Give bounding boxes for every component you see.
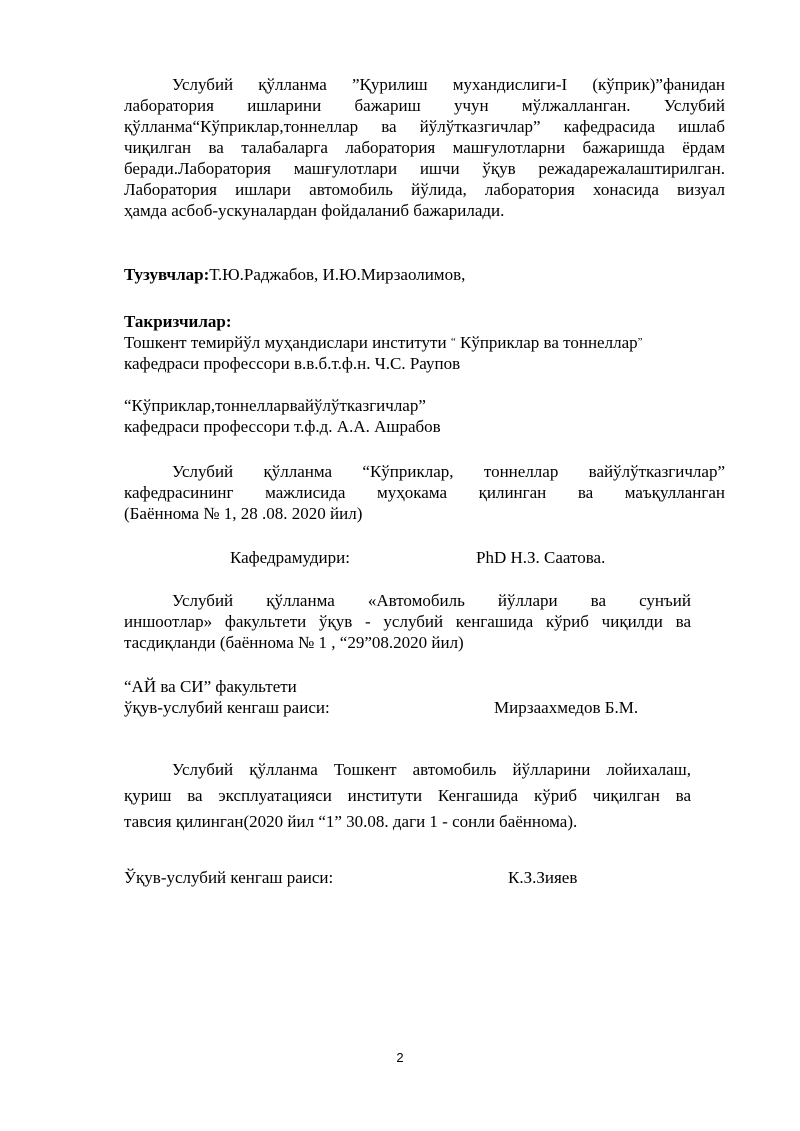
- text-line: кафедрасининг мажлисида муҳокама қилинган ва маъқулланган: [124, 483, 725, 502]
- text-line: қўлланма“Кўприклар,тоннеллар ва йўлўтказгичлар” кафедрасида ишлаб: [124, 117, 725, 136]
- reviewers-block: [124, 311, 725, 374]
- page-number: 2: [396, 1050, 404, 1065]
- authors-line: [124, 264, 725, 285]
- head-of-department-label: Кафедрамудири:: [230, 548, 350, 567]
- text-line: ҳамда асбоб-ускуналардан фойдаланиб бажарилади.: [124, 201, 505, 220]
- faculty-name: “АЙ ва СИ” факультети: [124, 677, 297, 696]
- institute-approval-paragraph: [124, 757, 691, 835]
- faculty-council-chair-name: Мирзаахмедов Б.М.: [494, 698, 639, 717]
- text-line: Услубий қўлланма “Кўприклар, тоннеллар вайўлўтказгичлар”: [172, 462, 725, 481]
- authors-names: Т.Ю.Раджабов, И.Ю.Мирзаолимов,: [209, 265, 466, 284]
- reviewer-2: [124, 395, 725, 437]
- faculty-council-label: ўқув-услубий кенгаш раиси:: [124, 698, 330, 717]
- text-line: тавсия қилинган(2020 йил “1” 30.08. даги 1 - сонли баённома).: [124, 812, 578, 831]
- text-line: лаборатория ишларини бажариш учун мўлжалланган. Услубий: [124, 96, 725, 115]
- text-line: тасдиқланди (баённома № 1 , “29”08.2020 йил): [124, 633, 464, 652]
- text-line: Услубий қўлланма ”Қурилиш мухандислиги-I (кўприк)”фанидан: [172, 75, 725, 94]
- reviewer-1-line-2: кафедраси профессори в.в.б.т.ф.н. Ч.С. Раупов: [124, 354, 461, 373]
- text-line: (Баённома № 1, 28 .08. 2020 йил): [124, 504, 363, 523]
- text-line: Услубий қўлланма «Автомобиль йўллари ва сунъий: [172, 591, 691, 610]
- quote-close: ”: [637, 336, 643, 348]
- reviewer-2-line-1: “Кўприклар,тоннелларвайўлўтказгичлар”: [124, 396, 426, 415]
- institute-council-label: Ўқув-услубий кенгаш раиси:: [124, 868, 334, 887]
- reviewer-1-institute: Тошкент темирйўл муҳандислари институти: [124, 333, 451, 352]
- authors-label: Тузувчлар:: [124, 265, 210, 284]
- intro-paragraph: [124, 74, 725, 221]
- reviewer-1-department: Кўприклар ва тоннеллар: [455, 333, 638, 352]
- text-line: Лаборатория ишлари автомобиль йўлида, лаборатория хонасида визуал: [124, 180, 725, 199]
- department-approval-paragraph: [124, 461, 725, 524]
- reviewer-2-line-2: кафедраси профессори т.ф.д. А.А. Ашрабов: [124, 417, 441, 436]
- reviewers-label: Такризчилар:: [124, 312, 232, 331]
- text-line: иншоотлар» факультети ўқув - услубий кенгашида кўриб чиқилди ва: [124, 612, 691, 631]
- quote-open: “: [450, 336, 456, 348]
- reviewer-1-line-1: [124, 332, 725, 353]
- head-of-department-name: PhD Н.З. Саатова.: [476, 548, 606, 567]
- text-line: чиқилган ва талабаларга лаборатория машғулотларни бажаришда ёрдам: [124, 138, 725, 157]
- faculty-approval-paragraph: [124, 590, 691, 653]
- text-line: Услубий қўлланма Тошкент автомобиль йўлларини лойихалаш,: [172, 760, 691, 779]
- institute-council-chair-name: К.З.Зияев: [508, 868, 578, 887]
- text-line: беради.Лаборатория машғулотлари ишчи ўқув режадарежалаштирилган.: [124, 159, 725, 178]
- text-line: қуриш ва эксплуатацияси институти Кенгашида кўриб чиқилган ва: [124, 786, 691, 805]
